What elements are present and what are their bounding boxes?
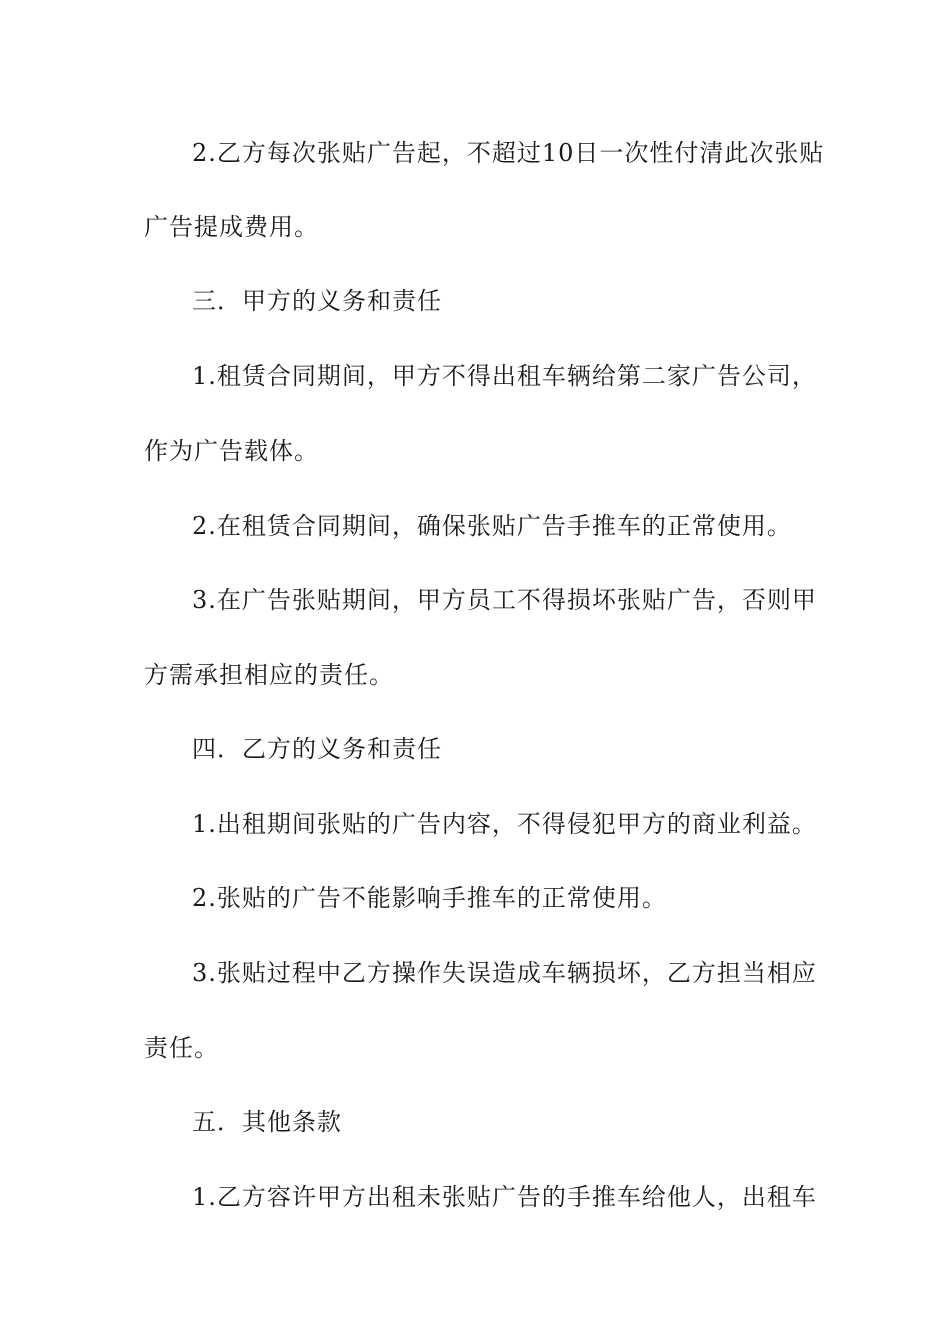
section-5-heading: 五．其他条款 xyxy=(192,1108,342,1136)
clause-4-2: 2.张贴的广告不能影响手推车的正常使用。 xyxy=(192,884,667,912)
clause-3-1-cont: 作为广告载体。 xyxy=(144,437,319,465)
section-4-heading: 四．乙方的义务和责任 xyxy=(192,735,442,763)
clause-3-1: 1.租赁合同期间，甲方不得出租车辆给第二家广告公司， xyxy=(192,362,817,390)
clause-3-3: 3.在广告张贴期间，甲方员工不得损坏张贴广告，否则甲 xyxy=(192,586,817,614)
clause-3-3-cont: 方需承担相应的责任。 xyxy=(144,661,394,689)
clause-4-3-cont: 责任。 xyxy=(144,1034,219,1062)
clause-5-1: 1.乙方容许甲方出租未张贴广告的手推车给他人，出租车 xyxy=(192,1183,817,1211)
clause-4-3: 3.张贴过程中乙方操作失误造成车辆损坏，乙方担当相应 xyxy=(192,959,817,987)
clause-4-1: 1.出租期间张贴的广告内容，不得侵犯甲方的商业利益。 xyxy=(192,810,817,838)
clause-3-2: 2.在租赁合同期间，确保张贴广告手推车的正常使用。 xyxy=(192,512,792,540)
clause-2-2-payment: 2.乙方每次张贴广告起，不超过10日一次性付清此次张贴 xyxy=(192,139,825,167)
clause-2-2-payment-cont: 广告提成费用。 xyxy=(144,213,319,241)
section-3-heading: 三．甲方的义务和责任 xyxy=(192,287,442,315)
